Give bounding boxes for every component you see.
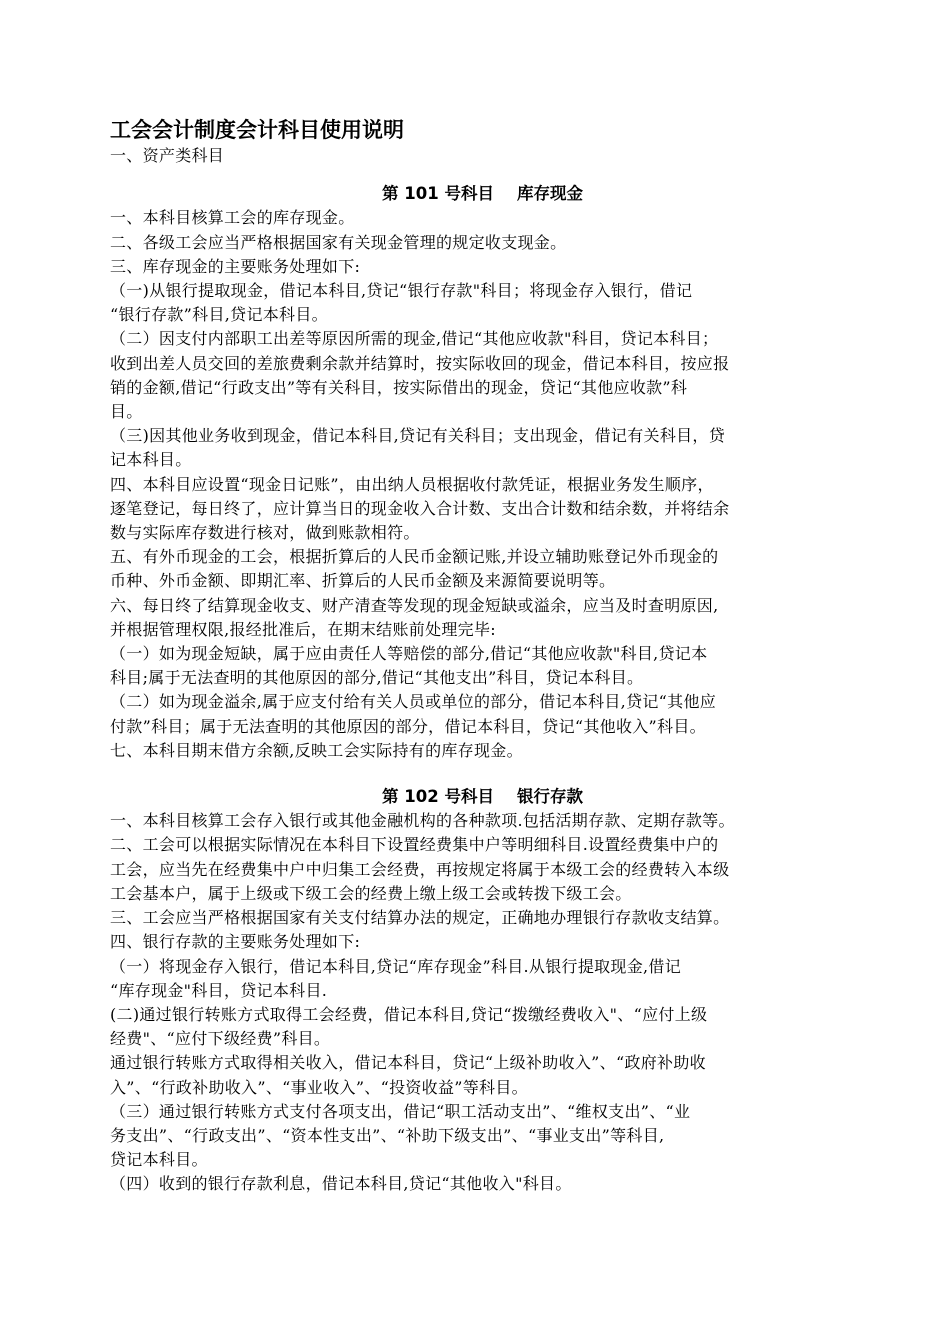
text-line: （一）将现金存入银行，借记本科目,贷记“库存现金”科目.从银行提取现金,借记 xyxy=(110,956,682,976)
text-line: 并根据管理权限,报经批准后，在期末结账前处理完毕: xyxy=(110,619,496,639)
text-line: 销的金额,借记“行政支出”等有关科目，按实际借出的现金，贷记“其他应收款”科 xyxy=(110,377,688,397)
text-line: 务支出”、“行政支出”、“资本性支出”、“补助下级支出”、“事业支出”等科目, xyxy=(110,1125,665,1145)
text-line: 四、本科目应设置“现金日记账”，由出纳人员根据收付款凭证，根据业务发生顺序， xyxy=(110,474,714,494)
text-line: （一）如为现金短缺，属于应由责任人等赔偿的部分,借记“其他应收款"科目,贷记本 xyxy=(110,644,708,664)
text-line: 二、工会可以根据实际情况在本科目下设置经费集中户等明细科目.设置经费集中户的 xyxy=(110,835,719,855)
text-line: 逐笔登记，每日终了，应计算当日的现金收入合计数、支出合计数和结余数，并将结余 xyxy=(110,498,730,518)
spacer xyxy=(110,168,855,182)
text-line: （二）如为现金溢余,属于应支付给有关人员或单位的部分，借记本科目,贷记“其他应 xyxy=(110,692,717,712)
section-heading-102: 第 102 号科目 银行存款 xyxy=(382,787,583,807)
text-line: 五、有外币现金的工会，根据折算后的人民币金额记账,并设立辅助账登记外币现金的 xyxy=(110,547,719,567)
text-line: 三、库存现金的主要账务处理如下: xyxy=(110,256,361,276)
text-line: 一、本科目核算工会的库存现金。 xyxy=(110,208,355,228)
text-line: 七、本科目期末借方余额,反映工会实际持有的库存现金。 xyxy=(110,740,523,760)
category-heading: 一、资产类科目 xyxy=(110,146,225,165)
text-line: （一)从银行提取现金，借记本科目,贷记“银行存款"科目；将现金存入银行，借记 xyxy=(110,281,693,301)
text-line: （四）收到的银行存款利息，借记本科目,贷记“其他收入"科目。 xyxy=(110,1174,572,1194)
section-body-102 xyxy=(110,809,855,1196)
text-line: （二）因支付内部职工出差等原因所需的现金,借记“其他应收款"科目，贷记本科目； xyxy=(110,329,719,349)
text-line: 币种、外币金额、即期汇率、折算后的人民币金额及来源简要说明等。 xyxy=(110,571,616,591)
text-line: 四、银行存款的主要账务处理如下: xyxy=(110,932,361,952)
document-title: 工会会计制度会计科目使用说明 xyxy=(110,118,404,142)
text-line: 六、每日终了结算现金收支、财产清查等发现的现金短缺或溢余，应当及时查明原因, xyxy=(110,595,719,615)
document-page xyxy=(110,116,855,1197)
section-body-101 xyxy=(110,206,855,763)
text-line: 科目;属于无法查明的其他原因的部分,借记“其他支出”科目，贷记本科目。 xyxy=(110,668,644,688)
text-line: 二、各级工会应当严格根据国家有关现金管理的规定收支现金。 xyxy=(110,232,567,252)
text-line: 贷记本科目。 xyxy=(110,1150,208,1170)
text-line: “库存现金"科目，贷记本科目. xyxy=(110,980,328,1000)
text-line: 工会，应当先在经费集中户中归集工会经费，再按规定将属于本级工会的经费转入本级 xyxy=(110,859,730,879)
text-line: 收到出差人员交回的差旅费剩余款并结算时，按实际收回的现金，借记本科目，按应报 xyxy=(110,353,730,373)
text-line: （三)因其他业务收到现金，借记本科目,贷记有关科目；支出现金，借记有关科目，贷 xyxy=(110,426,726,446)
section-102 xyxy=(110,785,855,1196)
text-line: 经费"、“应付下级经费”科目。 xyxy=(110,1029,331,1049)
text-line: 记本科目。 xyxy=(110,450,192,470)
text-line: 工会基本户，属于上级或下级工会的经费上缴上级工会或转拨下级工会。 xyxy=(110,883,632,903)
section-heading-101: 第 101 号科目 库存现金 xyxy=(382,184,583,204)
text-line: 数与实际库存数进行核对，做到账款相符。 xyxy=(110,523,420,543)
text-line: 付款”科目；属于无法查明的其他原因的部分，借记本科目，贷记“其他收入”科目。 xyxy=(110,716,706,736)
text-line: 三、工会应当严格根据国家有关支付结算办法的规定，正确地办理银行存款收支结算。 xyxy=(110,908,730,928)
section-101 xyxy=(110,182,855,763)
text-line: 通过银行转账方式取得相关收入，借记本科目，贷记“上级补助收入”、“政府补助收 xyxy=(110,1053,706,1073)
text-line: （三）通过银行转账方式支付各项支出，借记“职工活动支出”、“维权支出”、“业 xyxy=(110,1101,691,1121)
text-line: 入”、“行政补助收入”、“事业收入”、“投资收益”等科目。 xyxy=(110,1077,528,1097)
text-line: “银行存款”科目,贷记本科目。 xyxy=(110,305,328,325)
spacer xyxy=(110,763,855,785)
text-line: 一、本科目核算工会存入银行或其他金融机构的各种款项.包括活期存款、定期存款等。 xyxy=(110,811,735,831)
text-line: (二)通过银行转账方式取得工会经费，借记本科目,贷记“拨缴经费收入"、“应付上级 xyxy=(110,1004,708,1024)
text-line: 目。 xyxy=(110,402,143,422)
